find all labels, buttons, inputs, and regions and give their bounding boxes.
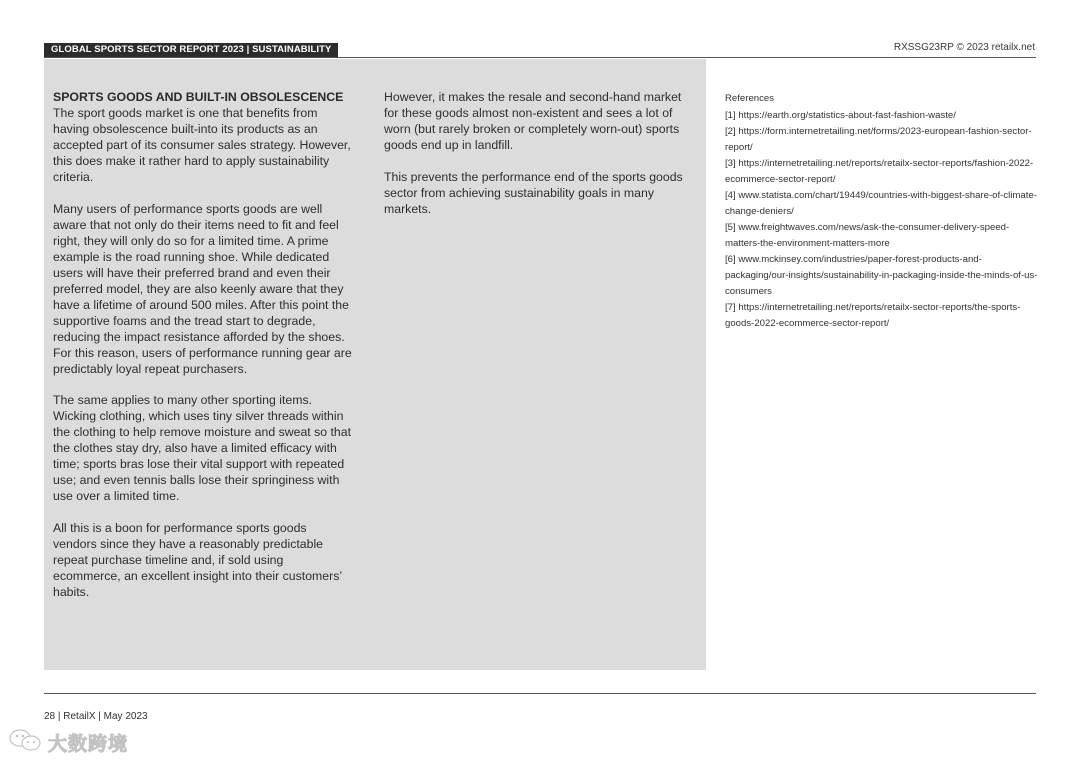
- references-title: References: [725, 93, 775, 104]
- reference-link[interactable]: [5] www.freightwaves.com/news/ask-the-consumer-delivery-speed-matters-the-environment-matters-more: [725, 222, 1010, 249]
- header-divider: [44, 57, 1036, 58]
- report-code: RXSSG23RP © 2023 retailx.net: [893, 42, 1035, 53]
- reference-link[interactable]: [4] www.statista.com/chart/19449/countries-with-biggest-share-of-climate-change-deniers/: [725, 190, 1037, 217]
- reference-link[interactable]: [3] https://internetretailing.net/reports/retailx-sector-reports/fashion-2022-ecommerce-sector-report/: [725, 158, 1034, 185]
- watermark-text: 大数跨境: [48, 733, 129, 755]
- report-section-tag: GLOBAL SPORTS SECTOR REPORT 2023 | SUSTAINABILITY: [44, 43, 338, 57]
- paragraph: All this is a boon for performance sports goods vendors since they have a reasonably predictable repeat purchase timeline and, if sold using ecommerce, an excellent insight into their customers’ habits.: [53, 520, 342, 599]
- article-column-2: [384, 89, 684, 232]
- paragraph: Many users of performance sports goods are well aware that not only do their items need to fit and feel right, they will only do so for a limited time. A prime example is the road running shoe. While dedicated users will have their preferred brand and even their preferred model, they are also keenly aware that they have a lifetime of around 500 miles. After this point the supportive foams and the tread start to degrade, reducing the impact resistance afforded by the shoes. For this reason, users of performance running gear are predictably loyal repeat purchasers.: [53, 201, 352, 376]
- page-footer: 28 | RetailX | May 2023: [44, 711, 148, 722]
- reference-link[interactable]: [2] https://form.internetretailing.net/forms/2023-european-fashion-sector-report/: [725, 126, 1032, 153]
- wechat-logo-icon: [8, 728, 42, 757]
- reference-link[interactable]: [7] https://internetretailing.net/reports/retailx-sector-reports/the-sports-goods-2022-ecommerce-sector-report/: [725, 302, 1021, 329]
- watermark: [8, 728, 128, 756]
- section-title: SPORTS GOODS AND BUILT-IN OBSOLESCENCE: [53, 90, 344, 104]
- reference-link[interactable]: [1] https://earth.org/statistics-about-fast-fashion-waste/: [725, 110, 956, 121]
- reference-link[interactable]: [6] www.mckinsey.com/industries/paper-forest-products-and-packaging/our-insights/sustainability-in-packaging-inside-the-minds-of-us-consumers: [725, 254, 1038, 297]
- article-column-1: [53, 89, 353, 615]
- references-section: [725, 91, 1040, 332]
- footer-divider: [44, 693, 1036, 694]
- paragraph: However, it makes the resale and second-hand market for these goods almost non-existent and sees a lot of worn (but rarely broken or completely worn-out) sports goods end up in landfill.: [384, 90, 682, 152]
- paragraph: The same applies to many other sporting items. Wicking clothing, which uses tiny silver threads within the clothing to help remove moisture and sweat so that the clothes stay dry, also have a limited efficacy with time; sports bras lose their vital support with repeated use; and even tennis balls lose their springiness with use over a limited time.: [53, 393, 352, 503]
- paragraph: The sport goods market is one that benefits from having obsolescence built-into its products as an accepted part of its consumer sales strategy. However, this does make it rather hard to apply sustainability criteria.: [53, 106, 351, 184]
- paragraph: This prevents the performance end of the sports goods sector from achieving sustainability goals in many markets.: [384, 169, 683, 216]
